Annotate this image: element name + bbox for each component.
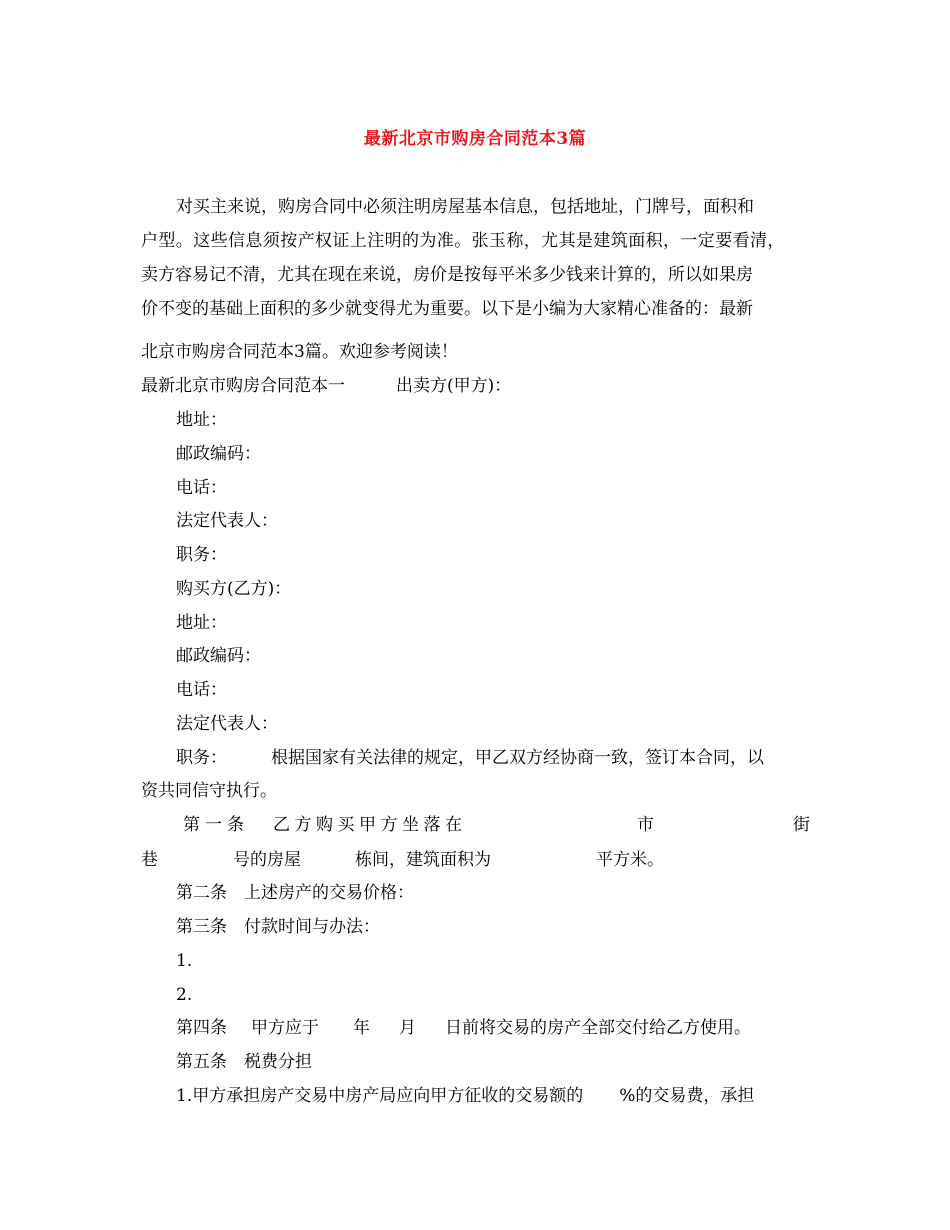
intro-line-2	[141, 231, 813, 251]
article-1-head: 第一条	[183, 815, 249, 835]
buyer-address-label: 地址：	[176, 613, 227, 633]
article-3: 第三条 付款时间与办法：	[176, 917, 380, 937]
buyer-label: 购买方(乙方)：	[176, 579, 292, 599]
article-1-rooms: 栋间，建筑面积为	[355, 850, 491, 870]
article-3-item-1: 1.	[176, 951, 193, 971]
article-4-delivery: 日前将交易的房产全部交付给乙方使用。	[445, 1018, 751, 1038]
intro-line-2-text: 户型。这些信息须按产权证上注明的为准。张玉称，尤其是建筑面积，一定要看清，	[141, 231, 785, 251]
article-4-year: 年	[353, 1018, 370, 1038]
seller-position-label: 职务：	[176, 545, 227, 565]
article-1-head-row	[183, 815, 467, 835]
preamble-continuation: 资共同信守执行。	[141, 781, 277, 801]
buyer-phone-label: 电话：	[176, 680, 227, 700]
intro-line-5: 北京市购房合同范本3篇。欢迎参考阅读！	[141, 342, 458, 362]
article-1-street: 街	[793, 815, 810, 835]
article-1-text: 乙方购买甲方坐落在	[273, 815, 467, 835]
section-heading: 最新北京市购房合同范本一	[141, 376, 345, 396]
article-4-month: 月	[399, 1018, 416, 1038]
article-4-text: 甲方应于	[251, 1018, 319, 1038]
article-3-item-2: 2.	[176, 985, 193, 1005]
article-5-clause-1-rate: %的交易费，承担	[619, 1086, 755, 1106]
article-1-lane: 巷	[141, 850, 158, 870]
article-4-head: 第四条	[176, 1018, 227, 1038]
article-1-city: 市	[637, 815, 654, 835]
article-1-area-unit: 平方米。	[596, 850, 664, 870]
article-5: 第五条 税费分担	[176, 1052, 312, 1072]
buyer-rep-label: 法定代表人：	[176, 714, 278, 734]
document-title: 最新北京市购房合同范本3篇	[363, 129, 587, 149]
intro-line-1: 对买主来说，购房合同中必须注明房屋基本信息，包括地址，门牌号，面积和	[176, 197, 754, 217]
article-2: 第二条 上述房产的交易价格：	[176, 883, 414, 903]
seller-rep-label: 法定代表人：	[176, 511, 278, 531]
article-5-clause-1	[176, 1086, 754, 1106]
preamble-text: 根据国家有关法律的规定，甲乙双方经协商一致，签订本合同，以	[271, 748, 764, 768]
article-5-clause-1-text: 1.甲方承担房产交易中房产局应向甲方征收的交易额的	[176, 1086, 584, 1106]
seller-postcode-label: 邮政编码：	[176, 444, 261, 464]
section-heading-row	[141, 376, 511, 396]
intro-line-4: 价不变的基础上面积的多少就变得尤为重要。以下是小编为大家精心准备的：最新	[141, 299, 753, 319]
article-1-number: 号的房屋	[233, 850, 301, 870]
buyer-postcode-label: 邮政编码：	[176, 646, 261, 666]
buyer-position-label: 职务：	[176, 748, 227, 768]
seller-phone-label: 电话：	[176, 478, 227, 498]
seller-address-label: 地址：	[176, 410, 227, 430]
intro-line-3: 卖方容易记不清，尤其在现在来说，房价是按每平米多少钱来计算的，所以如果房	[141, 265, 753, 285]
preamble-row	[176, 748, 764, 768]
seller-label: 出卖方(甲方)：	[396, 376, 512, 396]
